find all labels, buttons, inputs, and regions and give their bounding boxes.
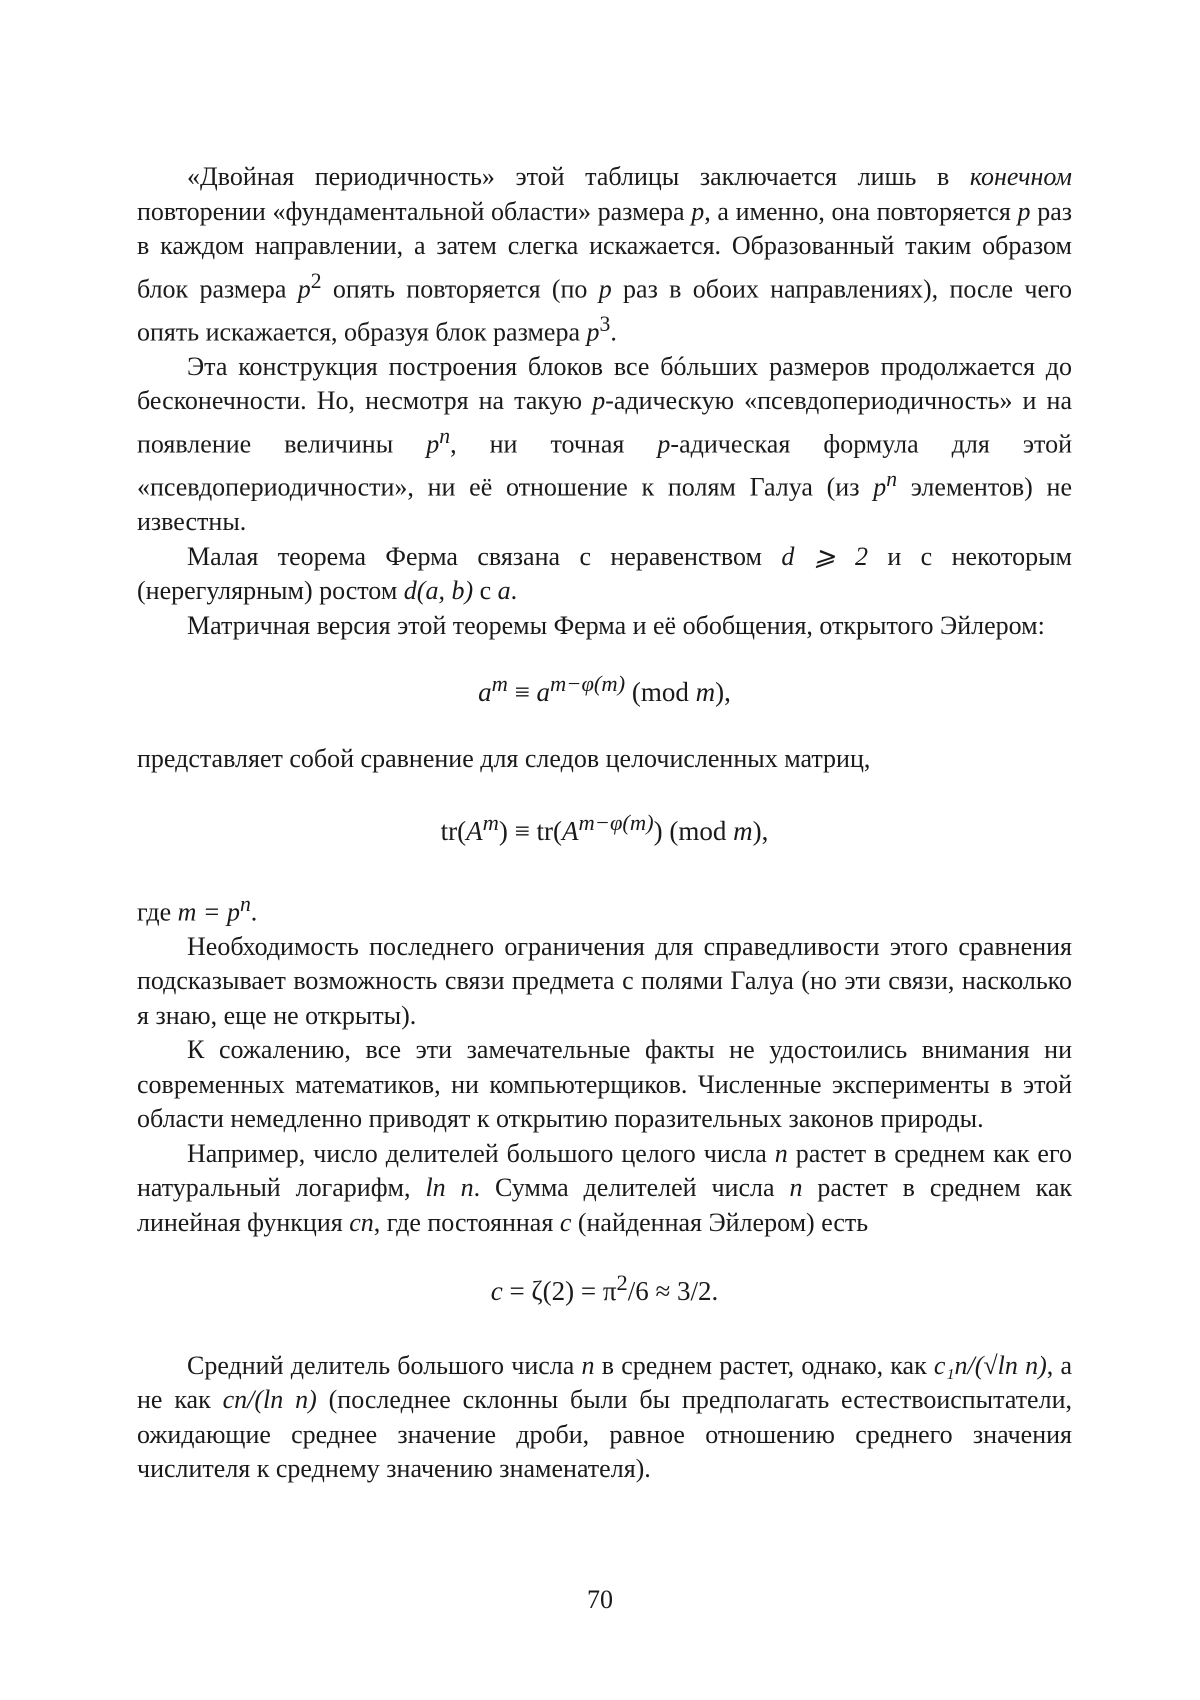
text: (найденная Эйлером) есть — [571, 1207, 869, 1237]
math-var: m — [733, 816, 753, 847]
math-var: A — [562, 816, 579, 847]
math-exponent: 2 — [616, 1270, 628, 1296]
text: Эта конструкция построения блоков все бóльших размеров продолжается до бесконечности. Но, несмотря на такую — [137, 351, 1072, 416]
math-var: A — [466, 816, 483, 847]
text: , где постоянная — [373, 1207, 560, 1237]
math-inequality: d ⩾ 2 — [781, 541, 868, 571]
text: , а именно, она повторяется — [704, 196, 1018, 226]
math-expression: d(a, b) — [403, 576, 474, 606]
text: раз в обоих направлениях), после чего опять искажается, образуя блок размера — [137, 274, 1072, 347]
math-var: p — [657, 429, 671, 459]
math-exponent: m — [491, 671, 508, 697]
math-text: /6 ≈ 3/2. — [627, 1276, 719, 1307]
math-expression: ln n — [425, 1173, 474, 1203]
paragraph-2 — [137, 350, 1072, 540]
math-var: p — [873, 472, 887, 502]
paragraph-3 — [137, 540, 1072, 609]
page-body — [137, 160, 1072, 1487]
paragraph-1 — [137, 160, 1072, 350]
math-var: n — [789, 1173, 803, 1203]
math-exponent: m−φ(m) — [550, 671, 626, 697]
text: Малая теорема Ферма связана с неравенством — [187, 541, 782, 571]
math-var: a — [536, 677, 551, 708]
text: растет в среднем как линейная функция — [137, 1173, 1073, 1237]
text: элементов) не известны. — [137, 472, 1072, 537]
text: , а не как — [137, 1350, 1072, 1415]
text: с — [473, 576, 498, 606]
paragraph-8: К сожалению, все эти замечательные факты не удостоились внимания ни современных математиков, ни компьютерщиков. Численные эксперименты в этой области немедленно приводят к открытию поразительных законов природы. — [137, 1035, 1072, 1134]
math-expression: c₁n/(√ln n) — [933, 1350, 1047, 1380]
math-operator: ≡ — [507, 677, 537, 708]
math-exponent: n — [439, 423, 451, 448]
math-var: p — [691, 196, 705, 226]
math-var: p — [426, 429, 440, 459]
math-exponent: n — [239, 891, 251, 916]
math-text: = ζ(2) = π — [502, 1276, 617, 1307]
text: и с некоторым (нерегулярным) ростом — [137, 541, 1072, 606]
math-exponent: 2 — [310, 268, 322, 293]
formula-trace — [137, 806, 1072, 849]
math-var: n — [581, 1350, 595, 1380]
text: -адическая формула для этой «псевдопериодичности», ни её отношение к полям Галуа (из — [137, 429, 1072, 502]
text: в среднем растет, однако, как — [594, 1350, 934, 1380]
formula-zeta — [137, 1266, 1072, 1309]
math-var: a — [497, 576, 511, 606]
math-var: p — [592, 386, 606, 416]
text: повторении «фундаментальной области» размера — [137, 196, 692, 226]
math-expression: m = p — [177, 897, 240, 927]
math-text: (mod — [625, 677, 696, 708]
math-exponent: m−φ(m) — [578, 810, 654, 836]
math-exponent: n — [886, 466, 898, 491]
text: опять повторяется (по — [321, 274, 599, 304]
page-number: 70 — [587, 1585, 613, 1614]
text: «Двойная периодичность» этой таблицы заключается лишь в — [187, 162, 970, 191]
text: Средний делитель большого числа — [187, 1350, 582, 1380]
text: . — [250, 897, 258, 927]
text: , ни точная — [450, 429, 658, 459]
paragraph-9 — [137, 1137, 1072, 1241]
text: растет в среднем как его натуральный логарифм, — [137, 1138, 1072, 1203]
emphasis-text: конечном — [969, 162, 1072, 191]
math-text: ), — [715, 677, 731, 708]
text: . Сумма делителей числа — [473, 1173, 790, 1203]
math-expression: cn — [349, 1207, 374, 1237]
math-var: p — [586, 317, 600, 347]
math-var: p — [1017, 196, 1031, 226]
math-var: n — [774, 1138, 788, 1168]
text: где — [137, 897, 178, 927]
paragraph-6 — [137, 887, 1072, 930]
text: -адическую «псевдопериодичность» и на появление величины — [137, 386, 1072, 459]
paragraph-4: Матричная версия этой теоремы Ферма и её обобщения, открытого Эйлером: — [187, 610, 1045, 640]
text: Например, число делителей большого целого числа — [187, 1138, 775, 1168]
math-var: m — [695, 677, 716, 708]
math-text: ), — [752, 816, 769, 847]
text: раз в каждом направлении, а затем слегка искажается. Образованный таким образом блок размера — [137, 196, 1072, 304]
math-text: tr( — [440, 816, 467, 847]
math-var: p — [598, 274, 612, 304]
math-expression: cn/(ln n) — [222, 1385, 317, 1415]
math-var: a — [478, 677, 492, 708]
math-text: ) ≡ tr( — [498, 816, 563, 847]
paragraph-10 — [137, 1349, 1072, 1487]
math-var: c — [559, 1207, 572, 1237]
paragraph-5: представляет собой сравнение для следов целочисленных матриц, — [137, 743, 871, 773]
math-var: p — [297, 274, 311, 304]
math-exponent: 3 — [599, 311, 611, 336]
text: . — [610, 317, 617, 347]
text: (последнее склонны были бы предполагать естествоиспытатели, ожидающие среднее значение дроби, равное отношению среднего значения числителя к среднему значению знаменателя). — [137, 1385, 1072, 1484]
math-var: c — [490, 1276, 503, 1307]
paragraph-7: Необходимость последнего ограничения для справедливости этого сравнения подсказывает возможность связи предмета с полями Галуа (но эти связи, насколько я знаю, еще не открыты). — [137, 931, 1072, 1030]
math-text: ) (mod — [653, 816, 734, 847]
math-exponent: m — [482, 810, 499, 836]
formula-fermat-euler — [137, 667, 1072, 710]
text: . — [510, 576, 518, 606]
